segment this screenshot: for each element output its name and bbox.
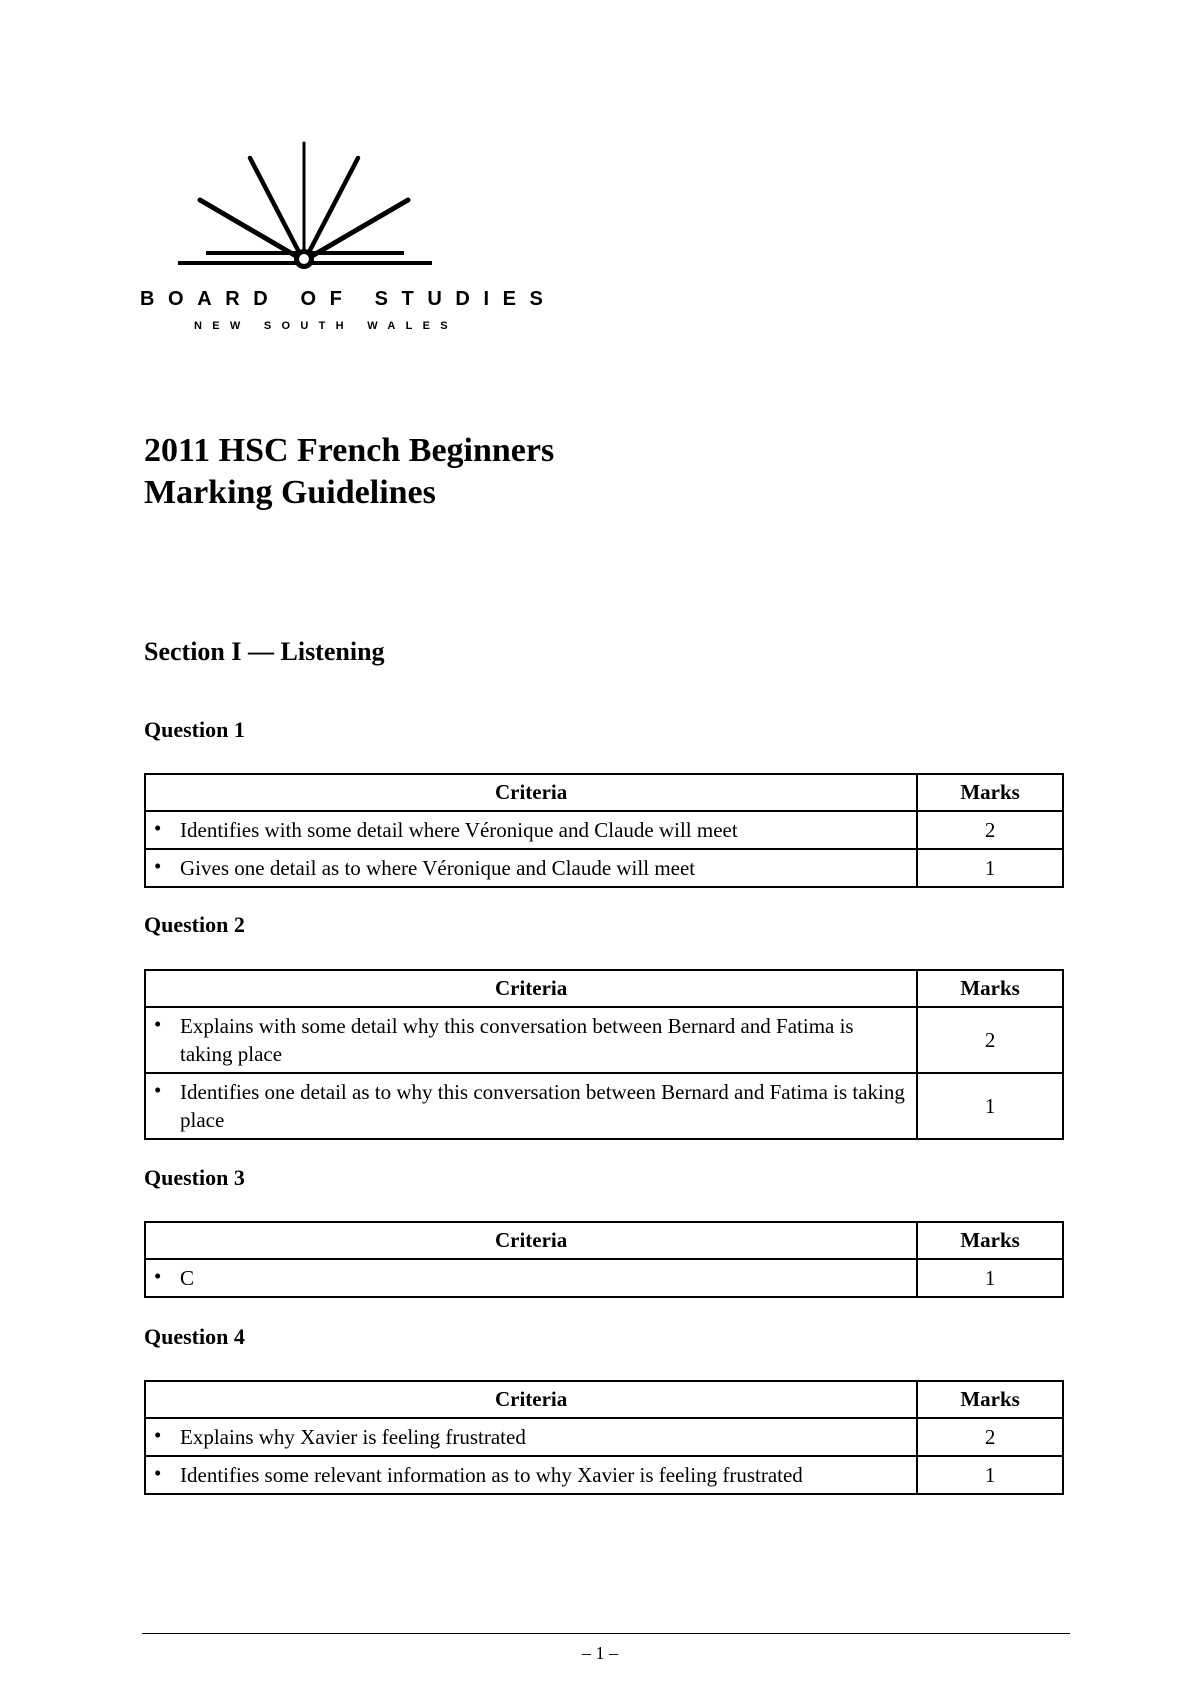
criteria-text: Identifies with some detail where Véronique and Claude will meet	[180, 818, 738, 842]
section-heading: Section I — Listening	[144, 637, 385, 666]
question-1-heading: Question 1	[144, 717, 245, 742]
question-4-heading: Question 4	[144, 1324, 245, 1349]
marks-value: 2	[917, 1007, 1063, 1073]
marks-column-header: Marks	[917, 774, 1063, 811]
table-row	[145, 1259, 1063, 1297]
document-title	[144, 430, 554, 514]
marks-value: 1	[917, 1259, 1063, 1297]
bullet: •	[154, 816, 162, 840]
marks-value: 1	[917, 849, 1063, 887]
table-row	[145, 1073, 1063, 1139]
question-3-criteria-table	[144, 1221, 1064, 1298]
question-4-criteria-table	[144, 1380, 1064, 1495]
question-2-heading: Question 2	[144, 912, 245, 937]
page-number: – 1 –	[582, 1643, 618, 1663]
bullet: •	[154, 1012, 162, 1036]
question-1-criteria-table	[144, 773, 1064, 888]
marks-value: 2	[917, 811, 1063, 849]
criteria-text: Explains with some detail why this conversation between Bernard and Fatima is taking place	[180, 1014, 854, 1066]
table-row	[145, 1007, 1063, 1073]
criteria-text: C	[180, 1266, 195, 1290]
bullet: •	[154, 1264, 162, 1288]
criteria-text: Identifies one detail as to why this conversation between Bernard and Fatima is taking place	[180, 1080, 905, 1132]
marks-value: 1	[917, 1456, 1063, 1494]
question-3-heading: Question 3	[144, 1165, 245, 1190]
marks-column-header: Marks	[917, 1222, 1063, 1259]
marks-value: 2	[917, 1418, 1063, 1456]
question-2-criteria-table	[144, 969, 1064, 1140]
bullet: •	[154, 1423, 162, 1447]
criteria-text: Gives one detail as to where Véronique and Claude will meet	[180, 856, 696, 880]
title-line-1: 2011 HSC French Beginners	[144, 432, 555, 469]
criteria-column-header: Criteria	[145, 774, 917, 811]
footer-rule	[142, 1633, 1070, 1634]
table-row	[145, 1418, 1063, 1456]
criteria-column-header: Criteria	[145, 1222, 917, 1259]
title-line-2: Marking Guidelines	[144, 474, 436, 511]
marks-column-header: Marks	[917, 1381, 1063, 1418]
bullet: •	[154, 1078, 162, 1102]
criteria-column-header: Criteria	[145, 1381, 917, 1418]
table-row	[145, 1456, 1063, 1494]
criteria-text: Explains why Xavier is feeling frustrated	[180, 1425, 526, 1449]
sunburst-book-icon	[140, 140, 480, 280]
criteria-text: Identifies some relevant information as to why Xavier is feeling frustrated	[180, 1463, 803, 1487]
table-row	[145, 811, 1063, 849]
marks-value: 1	[917, 1073, 1063, 1139]
organisation-name: BOARD OF STUDIES	[140, 288, 557, 310]
table-row	[145, 849, 1063, 887]
bullet: •	[154, 854, 162, 878]
bullet: •	[154, 1461, 162, 1485]
marks-column-header: Marks	[917, 970, 1063, 1007]
organisation-subtitle: NEW SOUTH WALES	[194, 320, 458, 332]
criteria-column-header: Criteria	[145, 970, 917, 1007]
